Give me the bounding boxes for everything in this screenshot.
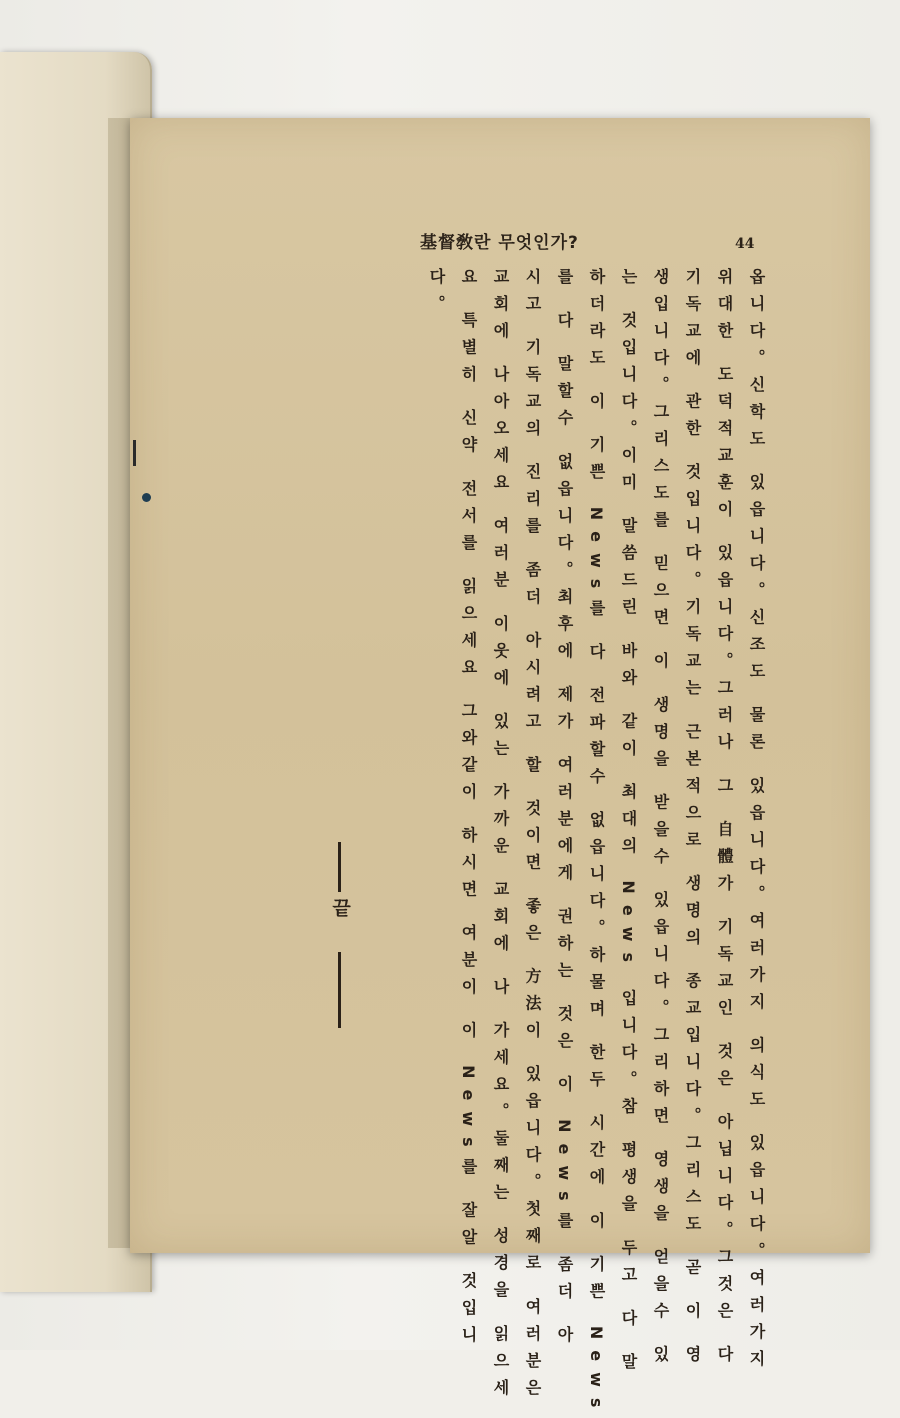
end-rule-bottom [338, 952, 341, 1028]
page-number: 44 [735, 236, 755, 252]
end-rule-top [338, 842, 341, 892]
end-mark: 끝 [329, 898, 351, 917]
vertical-body-text: 옵니다。신학도 있읍니다。신조도 물론 있읍니다。여러가지 의식도 있읍니다。여러가지 위대한 도덕적교훈이 있읍니다。그러나 그 自體가 기독교인 것은 아닙니다。그것은 다 기독교에 관한 것입니다。기독교는 근본적으로 생명의 종교입니다。그리스도 영 생입니다。그리스도를 믿으면 이 생명을 받을수 있읍니다。그리하면 영생을 있 는 것입니다。이미 말씀드린 바와 같이 최대의 News 입니다。참 평생을 두고 말 하더라도 이 기쁜 News를 다 전파할수 없읍니다。하물며 한두 시간에 이 News 를 다 말할수 없읍니다。최후에 제가 여러분에게 권하는 것은 이 News를 시고 기독교의 진리를 좀더 아시려고 할 것이면 좋은 方法이 있읍니다。첫째로 여러분은 교회에 나아오세요 여러분 이웃에 있는 가까운 교회에 나 가세요。둘째는 성경을 읽으세 요 특별히 신약 전서를 읽으세요 그와같이 하시면 여분이 이 News를 잘알 다。 [427, 268, 766, 1418]
ink-mark [133, 440, 136, 466]
running-title: 基督敎란 무엇인가? [420, 233, 579, 253]
ink-stain [142, 493, 151, 502]
